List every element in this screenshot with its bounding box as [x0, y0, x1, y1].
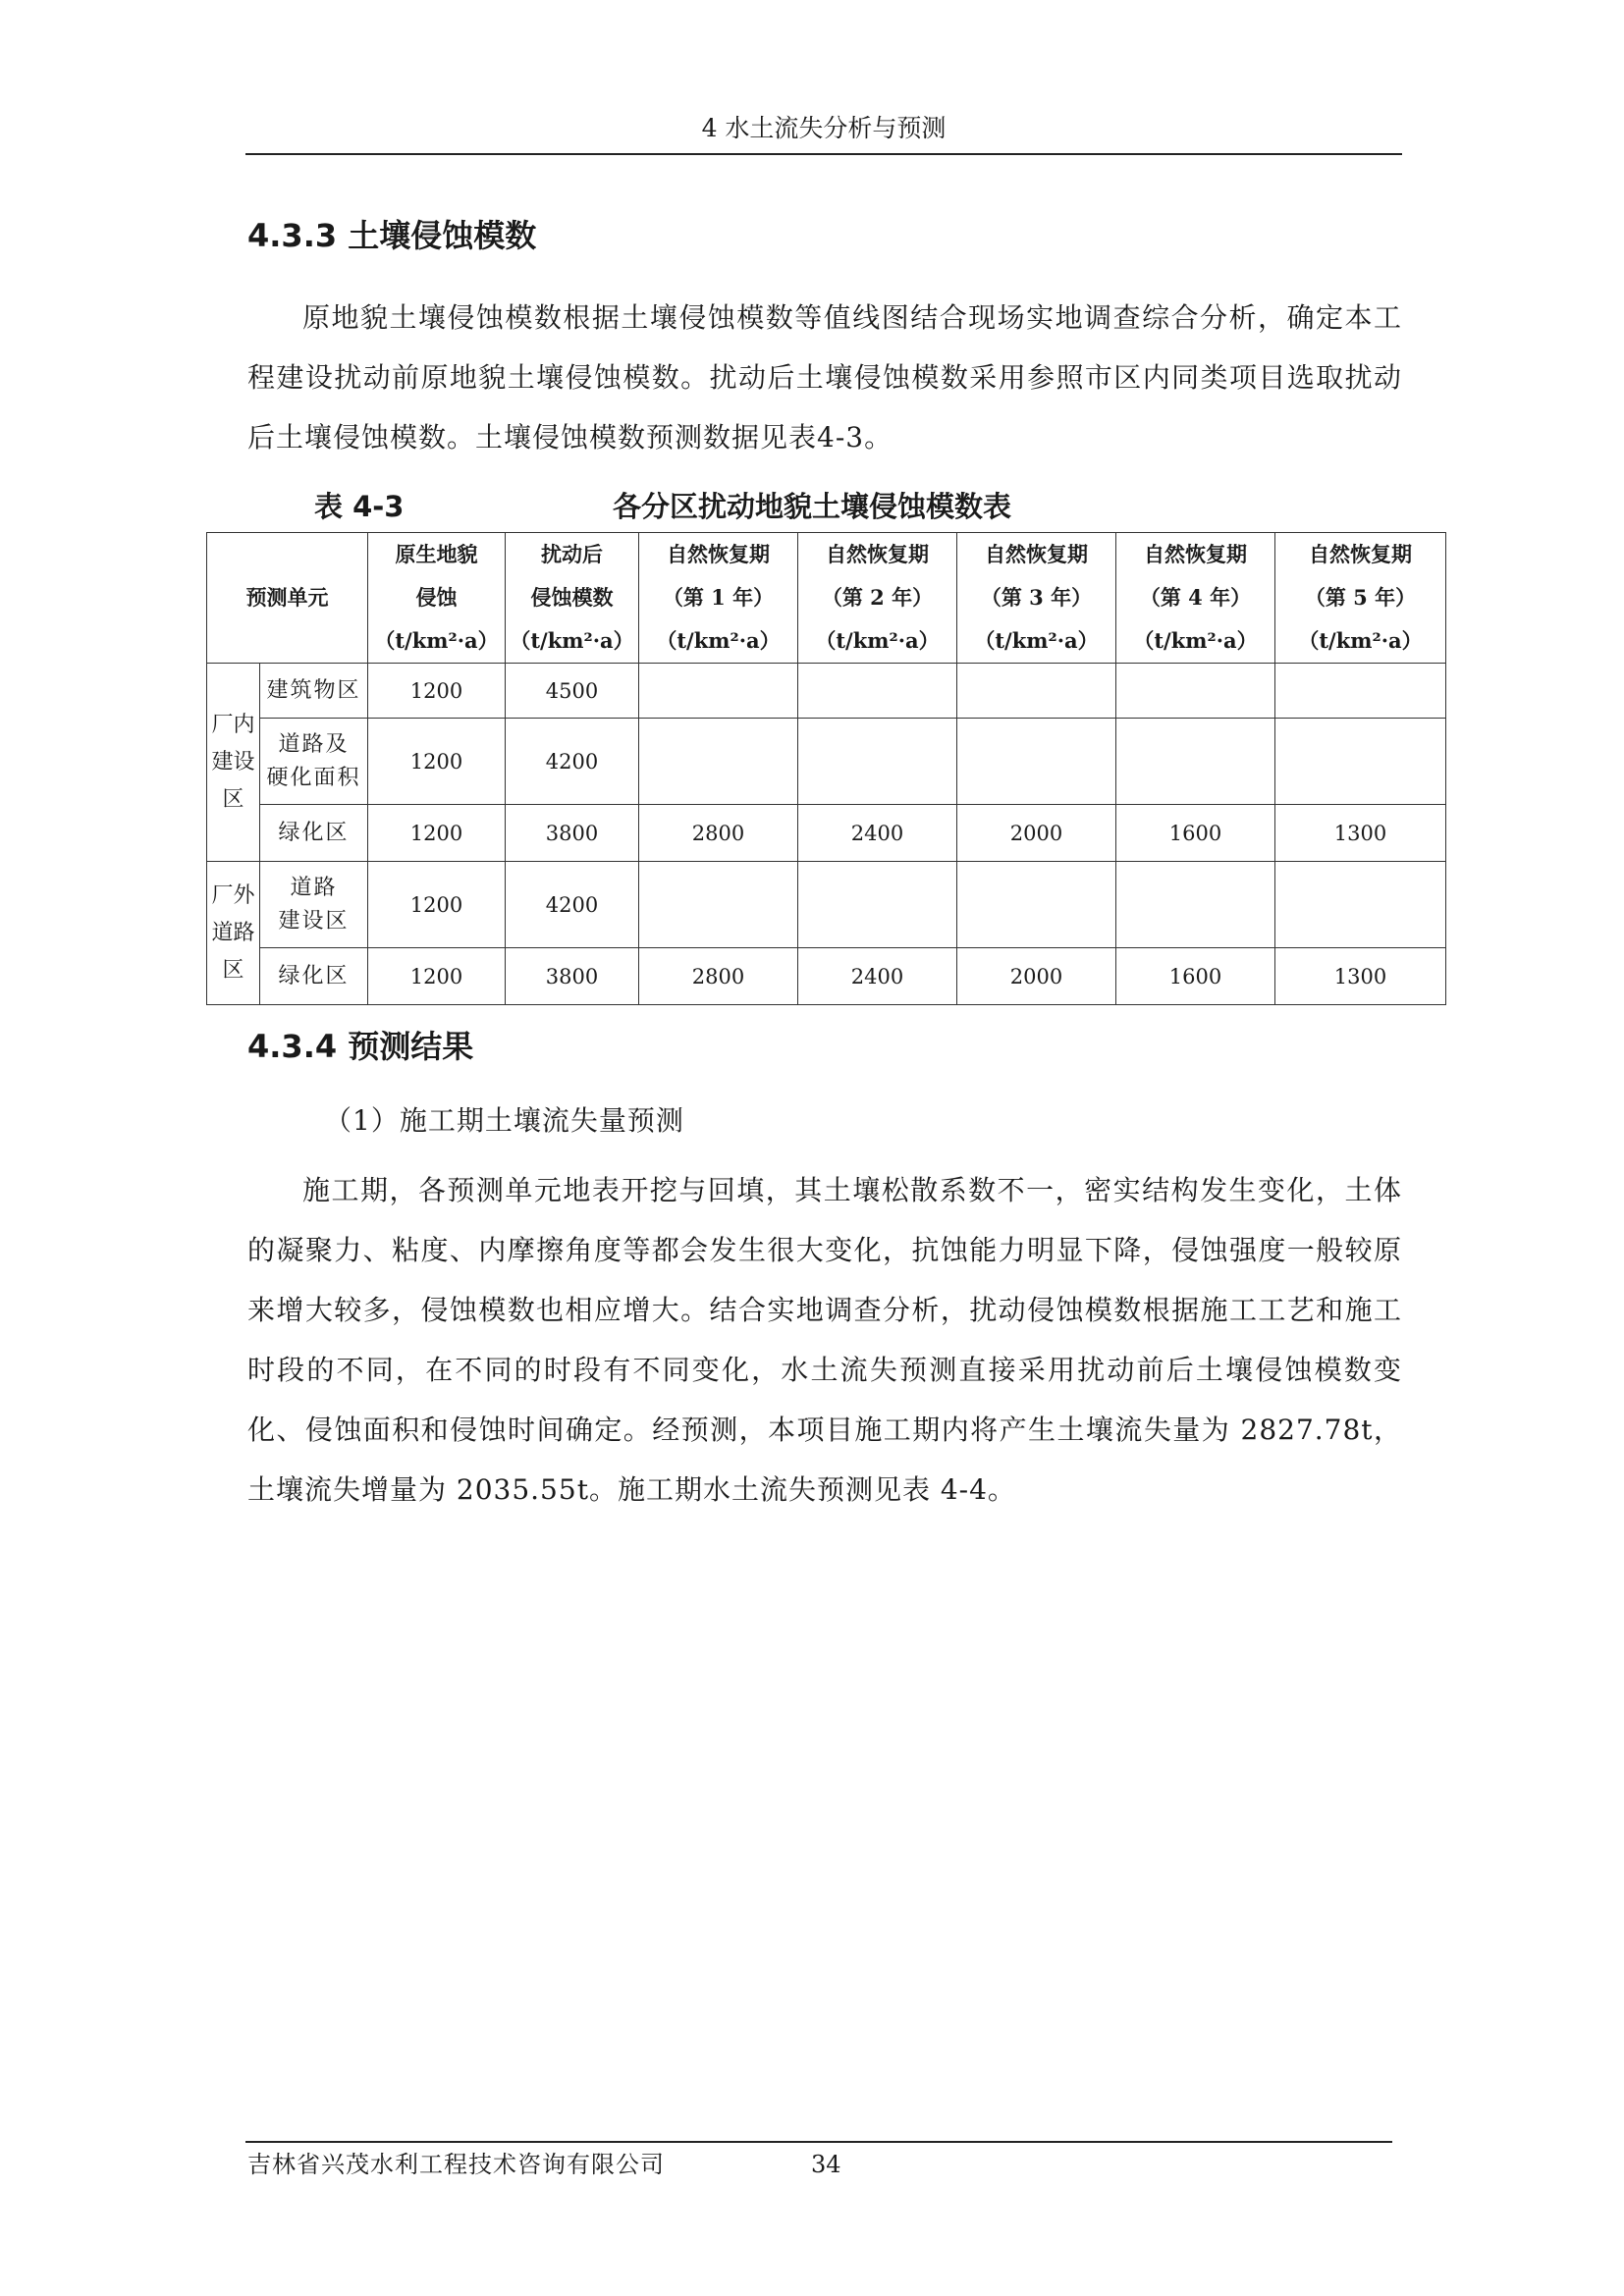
value-cell: 1300: [1275, 948, 1446, 1005]
value-cell: [1116, 719, 1275, 805]
value-cell: 1600: [1116, 805, 1275, 862]
table-caption-number: 表 4-3: [314, 490, 405, 523]
value-cell: 1200: [368, 948, 506, 1005]
value-cell: 2400: [798, 948, 957, 1005]
item-cell: 建筑物区: [260, 664, 368, 719]
table-header-row: [207, 533, 1446, 664]
erosion-modulus-table: [206, 532, 1446, 1005]
value-cell: 1200: [368, 862, 506, 948]
value-cell: 2000: [957, 805, 1116, 862]
value-cell: [639, 862, 798, 948]
value-cell: 3800: [506, 948, 639, 1005]
value-cell: [639, 719, 798, 805]
value-cell: [639, 664, 798, 719]
group-cell-inside-plant: 厂内 建设 区: [207, 664, 260, 862]
item-cell: 绿化区: [260, 805, 368, 862]
paragraph-erosion-modulus-text: 原地貌土壤侵蚀模数根据土壤侵蚀模数等值线图结合现场实地调查综合分析，确定本工程建设扰动前原地貌土壤侵蚀模数。扰动后土壤侵蚀模数采用参照市区内同类项目选取扰动后土壤侵蚀模数。土壤侵蚀模数预测数据见表4-3。: [247, 301, 1402, 454]
footer-company: 吉林省兴茂水利工程技术咨询有限公司: [247, 2151, 665, 2178]
value-cell: 2800: [639, 805, 798, 862]
value-cell: 4200: [506, 719, 639, 805]
header-col-recovery-year2: 自然恢复期 （第 2 年） （t/km²·a）: [798, 533, 957, 664]
value-cell: [957, 862, 1116, 948]
subheading-construction-loss: （1）施工期土壤流失量预测: [324, 1104, 684, 1137]
table-row: [207, 862, 1446, 948]
header-prediction-unit: 预测单元: [207, 533, 368, 664]
header-rule: [245, 153, 1402, 155]
paragraph-prediction-result-text: 施工期，各预测单元地表开挖与回填，其土壤松散系数不一，密实结构发生变化，土体的凝聚力、粘度、内摩擦角度等都会发生很大变化，抗蚀能力明显下降，侵蚀强度一般较原来增大较多，侵蚀模数也相应增大。结合实地调查分析，扰动侵蚀模数根据施工工艺和施工时段的不同，在不同的时段有不同变化，水土流失预测直接采用扰动前后土壤侵蚀模数变化、侵蚀面积和侵蚀时间确定。经预测，本项目施工期内将产生土壤流失量为 2827.78t，土壤流失增量为 2035.55t。施工期水土流失预测见表 4-4。: [247, 1174, 1402, 1506]
value-cell: [798, 719, 957, 805]
value-cell: [957, 719, 1116, 805]
item-cell: 道路及 硬化面积: [260, 719, 368, 805]
value-cell: [1275, 719, 1446, 805]
value-cell: 1200: [368, 719, 506, 805]
paragraph-prediction-result: [247, 1160, 1402, 1520]
table-row: [207, 948, 1446, 1005]
table-caption-title: 各分区扰动地貌土壤侵蚀模数表: [613, 490, 1012, 523]
header-col-recovery-year4: 自然恢复期 （第 4 年） （t/km²·a）: [1116, 533, 1275, 664]
item-cell: 绿化区: [260, 948, 368, 1005]
value-cell: [1275, 862, 1446, 948]
group-cell-outside-road: 厂外 道路 区: [207, 862, 260, 1005]
header-col-recovery-year1: 自然恢复期 （第 1 年） （t/km²·a）: [639, 533, 798, 664]
section-title-434: 4.3.4 预测结果: [247, 1028, 474, 1065]
value-cell: [1116, 664, 1275, 719]
section-title-433: 4.3.3 土壤侵蚀模数: [247, 217, 537, 254]
page-header-title: 4 水土流失分析与预测: [701, 114, 947, 142]
item-cell: 道路 建设区: [260, 862, 368, 948]
value-cell: 2800: [639, 948, 798, 1005]
value-cell: 2000: [957, 948, 1116, 1005]
value-cell: 3800: [506, 805, 639, 862]
value-cell: [1116, 862, 1275, 948]
value-cell: 1600: [1116, 948, 1275, 1005]
table-row: [207, 805, 1446, 862]
paragraph-erosion-modulus: [247, 288, 1402, 467]
footer-rule: [245, 2141, 1392, 2143]
value-cell: 1200: [368, 805, 506, 862]
table-row: [207, 664, 1446, 719]
table-row: [207, 719, 1446, 805]
value-cell: 4500: [506, 664, 639, 719]
header-col-original: 原生地貌 侵蚀 （t/km²·a）: [368, 533, 506, 664]
value-cell: [957, 664, 1116, 719]
header-col-recovery-year5: 自然恢复期 （第 5 年） （t/km²·a）: [1275, 533, 1446, 664]
footer-page-number: 34: [811, 2151, 841, 2178]
value-cell: [1275, 664, 1446, 719]
value-cell: 4200: [506, 862, 639, 948]
header-col-disturbed: 扰动后 侵蚀模数 （t/km²·a）: [506, 533, 639, 664]
value-cell: 2400: [798, 805, 957, 862]
value-cell: 1300: [1275, 805, 1446, 862]
value-cell: [798, 664, 957, 719]
header-col-recovery-year3: 自然恢复期 （第 3 年） （t/km²·a）: [957, 533, 1116, 664]
value-cell: [798, 862, 957, 948]
value-cell: 1200: [368, 664, 506, 719]
